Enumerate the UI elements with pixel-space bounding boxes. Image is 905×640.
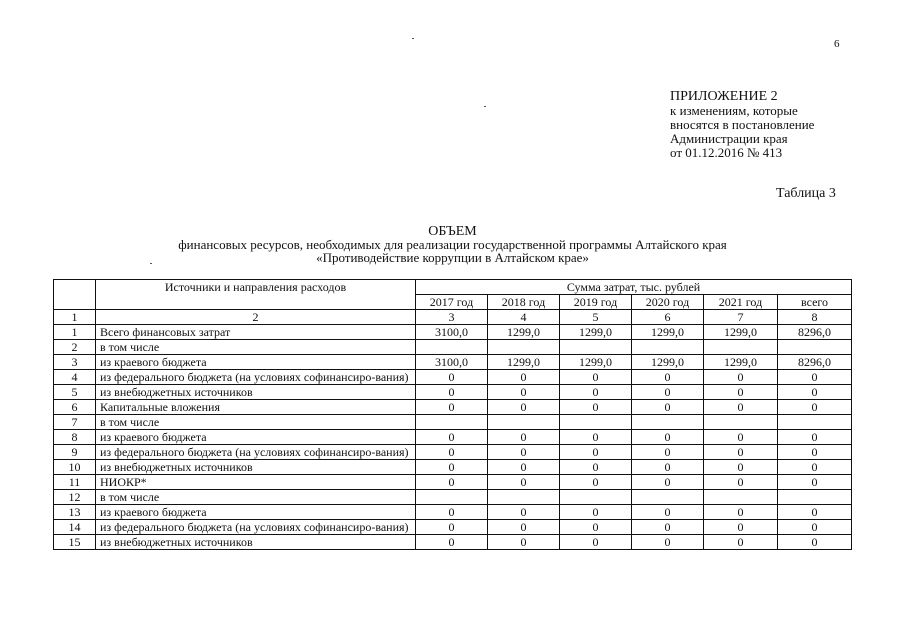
row-value: 0 (560, 460, 632, 475)
row-total: 0 (778, 430, 852, 445)
row-total: 0 (778, 445, 852, 460)
table-row (54, 415, 852, 430)
row-number: 11 (54, 475, 96, 490)
row-value: 0 (704, 505, 778, 520)
row-value: 0 (416, 370, 488, 385)
row-label: из краевого бюджета (96, 430, 416, 445)
row-value (416, 415, 488, 430)
row-number: 4 (54, 370, 96, 385)
row-value: 1299,0 (632, 355, 704, 370)
header-sources: Источники и направления расходов (96, 280, 416, 310)
row-value: 0 (632, 400, 704, 415)
column-index: 8 (778, 310, 852, 325)
row-value: 0 (560, 520, 632, 535)
row-value (416, 340, 488, 355)
row-number: 14 (54, 520, 96, 535)
row-number: 9 (54, 445, 96, 460)
table-row (54, 445, 852, 460)
year-header: 2021 год (704, 295, 778, 310)
row-value: 0 (488, 370, 560, 385)
row-value: 0 (416, 505, 488, 520)
row-value: 0 (704, 370, 778, 385)
table-label: Таблица 3 (776, 186, 836, 201)
row-value (560, 340, 632, 355)
row-value: 3100,0 (416, 355, 488, 370)
column-index: 3 (416, 310, 488, 325)
row-value: 1299,0 (704, 325, 778, 340)
row-total: 0 (778, 460, 852, 475)
row-value: 0 (560, 370, 632, 385)
row-value: 1299,0 (632, 325, 704, 340)
row-total (778, 415, 852, 430)
year-header: 2020 год (632, 295, 704, 310)
row-label: из краевого бюджета (96, 505, 416, 520)
row-value: 3100,0 (416, 325, 488, 340)
row-label: из внебюджетных источников (96, 535, 416, 550)
row-value: 0 (704, 400, 778, 415)
column-index: 2 (96, 310, 416, 325)
row-value: 0 (560, 475, 632, 490)
row-value: 0 (416, 520, 488, 535)
row-value: 0 (560, 445, 632, 460)
row-value: 0 (560, 400, 632, 415)
header-sum: Сумма затрат, тыс. рублей (416, 280, 852, 295)
table-row (54, 490, 852, 505)
row-value: 0 (632, 430, 704, 445)
row-value: 0 (488, 535, 560, 550)
appendix-heading: ПРИЛОЖЕНИЕ 2 (670, 89, 778, 104)
row-value: 0 (560, 430, 632, 445)
row-value: 0 (488, 400, 560, 415)
row-total: 8296,0 (778, 355, 852, 370)
year-header: 2018 год (488, 295, 560, 310)
appendix-line: Администрации края (670, 131, 788, 146)
row-value (632, 490, 704, 505)
row-number: 2 (54, 340, 96, 355)
row-value: 0 (416, 475, 488, 490)
row-value: 0 (488, 505, 560, 520)
row-number: 12 (54, 490, 96, 505)
header-row (54, 280, 852, 295)
row-value: 0 (416, 430, 488, 445)
row-value (704, 490, 778, 505)
row-value: 0 (488, 460, 560, 475)
column-index: 6 (632, 310, 704, 325)
row-value: 0 (632, 535, 704, 550)
row-number: 7 (54, 415, 96, 430)
column-index: 1 (54, 310, 96, 325)
row-number: 1 (54, 325, 96, 340)
index-row (54, 310, 852, 325)
row-value: 0 (704, 460, 778, 475)
table-row (54, 505, 852, 520)
row-value: 0 (488, 445, 560, 460)
row-label: НИОКР* (96, 475, 416, 490)
row-label: Всего финансовых затрат (96, 325, 416, 340)
table-body (54, 280, 852, 550)
table-row (54, 355, 852, 370)
row-number: 13 (54, 505, 96, 520)
row-label: из внебюджетных источников (96, 460, 416, 475)
row-label: в том числе (96, 340, 416, 355)
row-value: 1299,0 (704, 355, 778, 370)
title-line-2: финансовых ресурсов, необходимых для реализации государственной программы Алтайского края (178, 237, 727, 252)
row-value: 0 (632, 445, 704, 460)
row-total: 0 (778, 475, 852, 490)
title-main: ОБЪЕМ (428, 224, 477, 239)
total-header: всего (778, 295, 852, 310)
row-value: 0 (632, 460, 704, 475)
row-value: 0 (704, 475, 778, 490)
table-row (54, 475, 852, 490)
title-line-3: «Противодействие коррупции в Алтайском крае» (316, 250, 589, 265)
row-number: 10 (54, 460, 96, 475)
scan-speck (412, 38, 414, 39)
document-title (0, 225, 905, 264)
row-number: 8 (54, 430, 96, 445)
row-number: 5 (54, 385, 96, 400)
row-total: 0 (778, 505, 852, 520)
table-row (54, 400, 852, 415)
row-value: 1299,0 (560, 325, 632, 340)
row-value (560, 490, 632, 505)
row-value: 0 (632, 520, 704, 535)
appendix-line: от 01.12.2016 № 413 (670, 145, 783, 160)
row-total: 0 (778, 520, 852, 535)
row-total: 0 (778, 535, 852, 550)
column-index: 4 (488, 310, 560, 325)
row-value (704, 340, 778, 355)
row-label: Капитальные вложения (96, 400, 416, 415)
row-total: 0 (778, 370, 852, 385)
row-total: 0 (778, 385, 852, 400)
row-value (488, 415, 560, 430)
row-value: 0 (632, 505, 704, 520)
row-label: из федерального бюджета (на условиях софинансиро-вания) (96, 445, 416, 460)
row-number: 15 (54, 535, 96, 550)
row-value: 0 (560, 505, 632, 520)
row-value (416, 490, 488, 505)
row-label: из федерального бюджета (на условиях софинансиро-вания) (96, 370, 416, 385)
row-value: 0 (416, 535, 488, 550)
year-header: 2017 год (416, 295, 488, 310)
header-number-cell (54, 280, 96, 310)
row-value (560, 415, 632, 430)
row-total: 0 (778, 400, 852, 415)
row-label: в том числе (96, 490, 416, 505)
row-value: 0 (488, 520, 560, 535)
row-number: 6 (54, 400, 96, 415)
appendix-line: к изменениям, которые (670, 103, 798, 118)
table-row (54, 340, 852, 355)
row-value: 0 (488, 385, 560, 400)
row-value: 0 (416, 460, 488, 475)
appendix-line: вносятся в постановление (670, 117, 815, 132)
row-value: 0 (704, 535, 778, 550)
row-value: 0 (704, 445, 778, 460)
row-label: из краевого бюджета (96, 355, 416, 370)
row-value (488, 490, 560, 505)
row-value: 1299,0 (488, 355, 560, 370)
row-value: 0 (632, 385, 704, 400)
row-value: 0 (560, 535, 632, 550)
row-value (704, 415, 778, 430)
row-value: 0 (704, 430, 778, 445)
scan-speck (150, 263, 152, 264)
row-value: 0 (416, 385, 488, 400)
table-row (54, 460, 852, 475)
row-number: 3 (54, 355, 96, 370)
row-value: 0 (488, 430, 560, 445)
row-value: 0 (416, 445, 488, 460)
row-label: в том числе (96, 415, 416, 430)
table-row (54, 325, 852, 340)
row-value: 1299,0 (488, 325, 560, 340)
row-value: 0 (488, 475, 560, 490)
row-label: из федерального бюджета (на условиях софинансиро-вания) (96, 520, 416, 535)
column-index: 7 (704, 310, 778, 325)
table-row (54, 520, 852, 535)
row-value (488, 340, 560, 355)
column-index: 5 (560, 310, 632, 325)
table-row (54, 430, 852, 445)
row-value: 0 (560, 385, 632, 400)
row-total (778, 490, 852, 505)
row-value: 0 (416, 400, 488, 415)
scan-speck (484, 106, 486, 107)
page-number: 6 (834, 38, 840, 50)
table-row (54, 385, 852, 400)
row-total (778, 340, 852, 355)
table-row (54, 370, 852, 385)
appendix-block (670, 90, 814, 160)
table-row (54, 535, 852, 550)
budget-table (53, 279, 852, 550)
row-value: 0 (632, 475, 704, 490)
row-value: 0 (704, 385, 778, 400)
year-header: 2019 год (560, 295, 632, 310)
row-value (632, 415, 704, 430)
row-value: 0 (704, 520, 778, 535)
row-total: 8296,0 (778, 325, 852, 340)
row-value: 1299,0 (560, 355, 632, 370)
row-value (632, 340, 704, 355)
row-label: из внебюджетных источников (96, 385, 416, 400)
row-value: 0 (632, 370, 704, 385)
